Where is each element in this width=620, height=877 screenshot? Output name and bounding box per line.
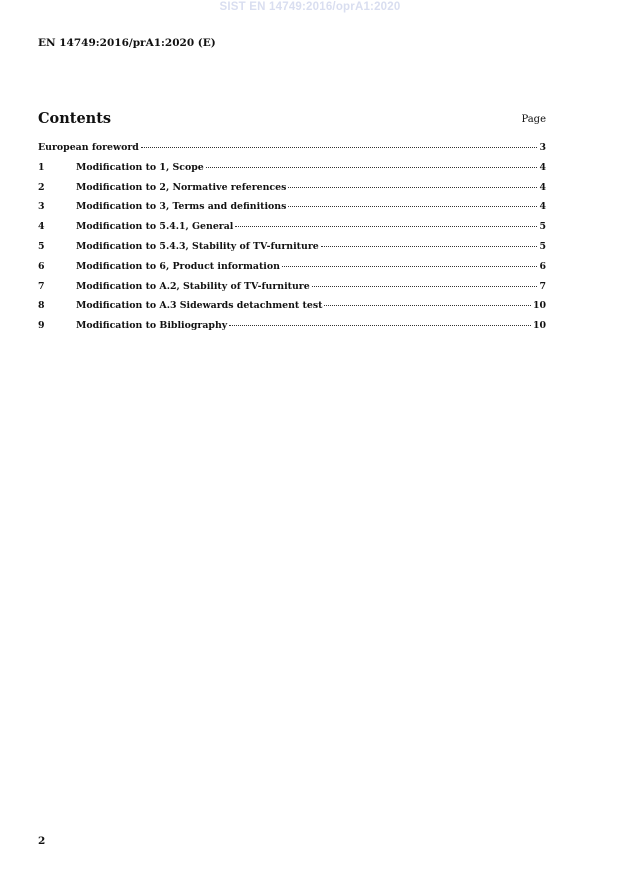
toc-entry-3[interactable]	[38, 201, 546, 221]
table-of-contents	[38, 142, 546, 340]
toc-entry-number: 9	[38, 320, 45, 332]
toc-entry-number: 1	[38, 161, 45, 173]
toc-entry-number: 6	[38, 260, 45, 272]
toc-entry-2[interactable]	[38, 182, 546, 202]
toc-entry-number: 2	[38, 181, 45, 193]
toc-entry-5[interactable]	[38, 241, 546, 261]
toc-entry-title: Modification to A.2, Stability of TV-furniture	[76, 280, 310, 292]
toc-entry-title: Modification to 1, Scope	[76, 161, 204, 173]
toc-entry-8[interactable]	[38, 300, 546, 320]
toc-entry-page: 7	[539, 280, 546, 292]
toc-entry-9[interactable]	[38, 320, 546, 340]
toc-entry-title: Modification to Bibliography	[76, 320, 228, 332]
toc-entry-number: 5	[38, 240, 45, 252]
toc-entry-6[interactable]	[38, 261, 546, 281]
toc-entry-number: 3	[38, 201, 45, 213]
toc-entry-page: 4	[539, 201, 546, 213]
toc-entry-title: Modification to 5.4.3, Stability of TV-furniture	[76, 240, 319, 252]
dot-leader	[324, 305, 531, 306]
toc-entry-page: 10	[532, 320, 546, 332]
toc-entry-title: Modification to 6, Product information	[76, 260, 280, 272]
toc-entry-page: 3	[539, 142, 546, 153]
page-column-label: Page	[521, 114, 546, 125]
dot-leader	[321, 246, 538, 247]
toc-entry-title: European foreword	[38, 142, 139, 153]
toc-entry-page: 4	[539, 181, 546, 193]
toc-entry-page: 10	[532, 300, 546, 312]
toc-entry-title: Modification to 5.4.1, General	[76, 221, 234, 233]
toc-entry-4[interactable]	[38, 221, 546, 241]
dot-leader	[229, 325, 531, 326]
toc-entry-title: Modification to 3, Terms and definitions	[76, 201, 287, 213]
dot-leader	[288, 187, 537, 188]
toc-entry-7[interactable]	[38, 281, 546, 301]
dot-leader	[282, 266, 538, 267]
contents-header	[38, 109, 546, 129]
contents-title: Contents	[38, 110, 112, 127]
toc-entry-number: 8	[38, 300, 45, 312]
dot-leader	[288, 206, 537, 207]
toc-entry-number: 4	[38, 221, 45, 233]
document-id: EN 14749:2016/prA1:2020 (E)	[38, 37, 216, 49]
toc-entry-page: 5	[539, 221, 546, 233]
dot-leader	[141, 147, 538, 148]
toc-entry-1[interactable]	[38, 162, 546, 182]
dot-leader	[206, 167, 538, 168]
toc-entry-foreword[interactable]	[38, 142, 546, 162]
page-number: 2	[38, 835, 46, 847]
toc-entry-page: 5	[539, 240, 546, 252]
toc-entry-page: 4	[539, 161, 546, 173]
dot-leader	[312, 286, 538, 287]
toc-entry-number: 7	[38, 280, 45, 292]
toc-entry-page: 6	[539, 260, 546, 272]
watermark: SIST EN 14749:2016/oprA1:2020	[219, 1, 401, 13]
dot-leader	[235, 226, 537, 227]
toc-entry-title: Modification to 2, Normative references	[76, 181, 287, 193]
toc-entry-title: Modification to A.3 Sidewards detachment test	[76, 300, 323, 312]
